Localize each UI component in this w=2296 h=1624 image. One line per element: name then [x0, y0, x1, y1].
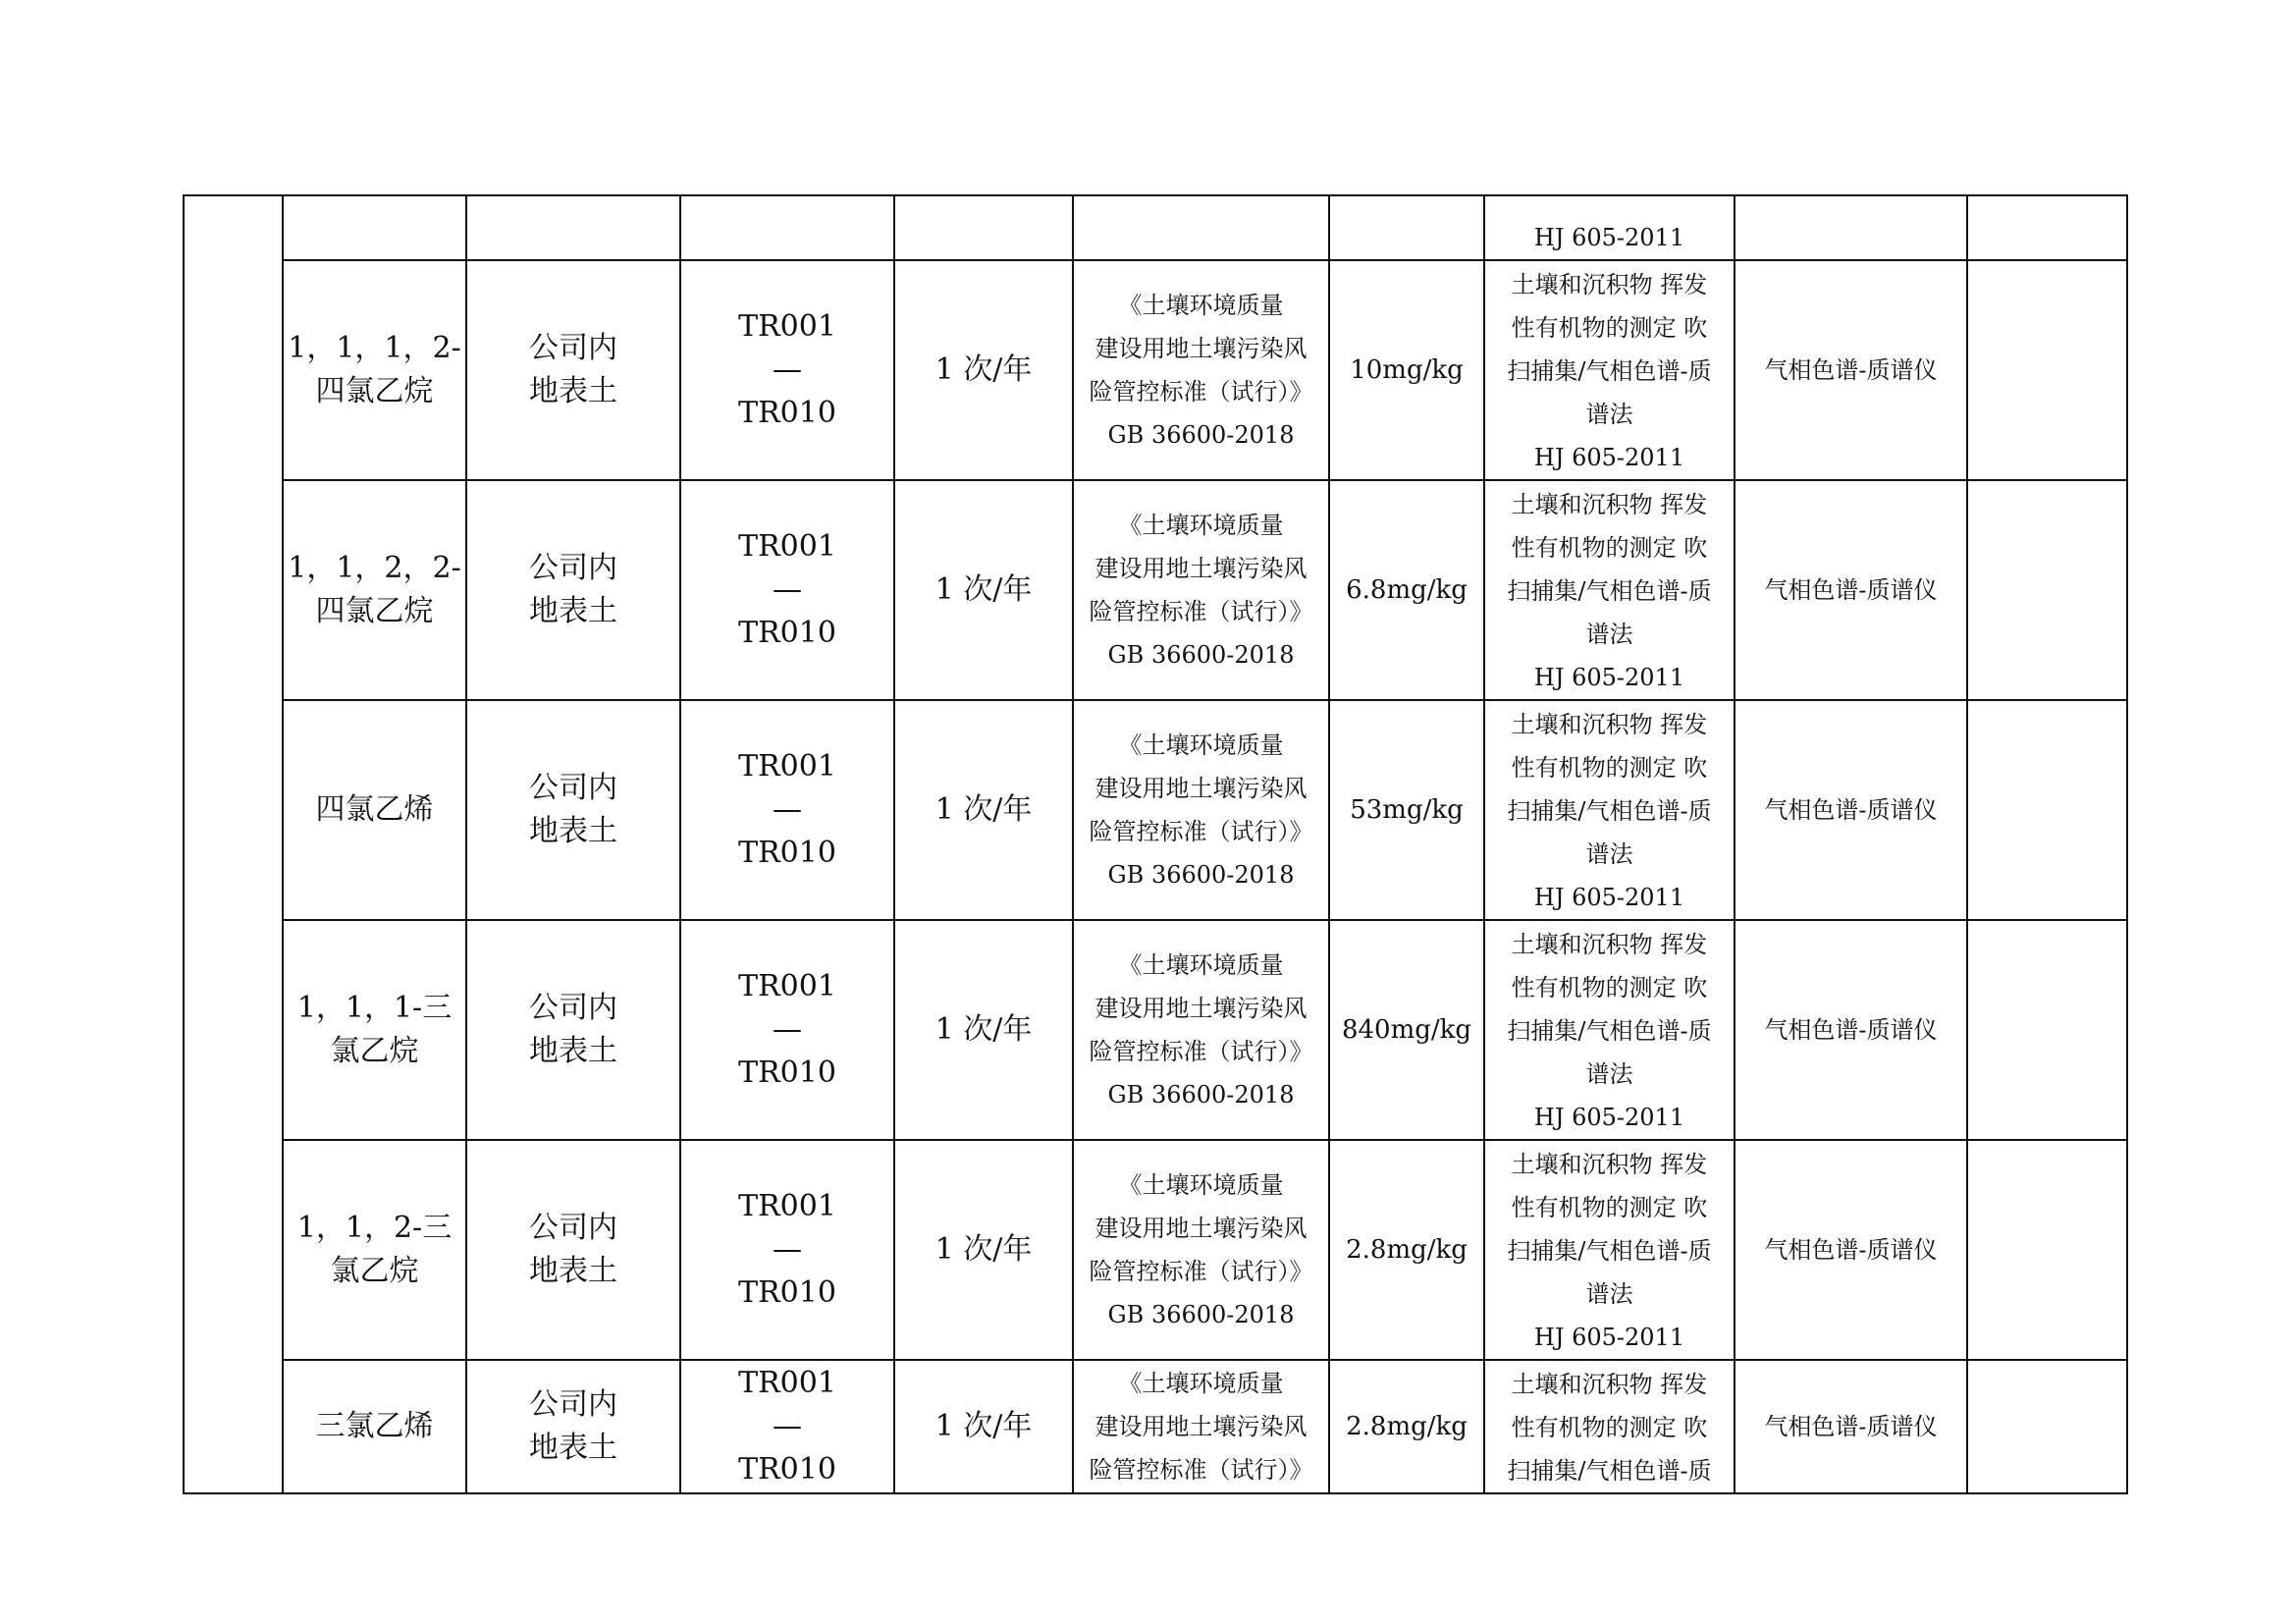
location-text: 地表土 [529, 1254, 617, 1288]
standard-cell [1073, 700, 1329, 920]
location-cell [466, 195, 680, 260]
table-row [184, 260, 2127, 480]
method-line: 扫捕集/气相色谱-质 [1507, 797, 1712, 825]
method-line: 扫捕集/气相色谱-质 [1507, 1017, 1712, 1045]
item-cell [283, 260, 466, 480]
frequency-text: 1 次/年 [934, 1232, 1033, 1267]
method-lines [1485, 481, 1734, 699]
standard-line: GB 36600-2018 [1107, 1081, 1295, 1109]
location-cell [466, 480, 680, 700]
location-text: 地表土 [529, 1431, 617, 1465]
limit-value: 10mg/kg [1350, 355, 1464, 385]
instrument-name: 气相色谱-质谱仪 [1764, 796, 1938, 824]
method-line: 性有机物的测定 吹 [1511, 974, 1708, 1001]
location-text: 地表土 [529, 374, 617, 408]
point-id: TR010 [738, 836, 836, 870]
table-row [184, 1140, 2127, 1360]
location-cell [466, 1360, 680, 1493]
standard-line: 《土壤环境质量 [1118, 292, 1284, 319]
instrument-cell [1735, 1140, 1967, 1360]
method-line: 扫捕集/气相色谱-质 [1507, 1457, 1712, 1485]
method-line: 土壤和沉积物 挥发 [1511, 1371, 1708, 1398]
method-line: 谱法 [1585, 1060, 1633, 1088]
table-row-continuation [184, 195, 2127, 260]
point-id: — [773, 1409, 802, 1443]
frequency-text: 1 次/年 [934, 352, 1033, 387]
limit-cell [1329, 1360, 1484, 1493]
location-text: 地表土 [529, 814, 617, 848]
location-text: 地表土 [529, 1034, 617, 1068]
frequency-cell [894, 700, 1073, 920]
method-line: HJ 605-2011 [1533, 224, 1685, 251]
method-line: 性有机物的测定 吹 [1511, 1194, 1708, 1221]
standard-cell [1073, 195, 1329, 260]
method-line: 谱法 [1585, 1280, 1633, 1308]
instrument-name: 气相色谱-质谱仪 [1764, 1016, 1938, 1044]
point-id: — [773, 1232, 802, 1267]
standard-cell [1073, 920, 1329, 1140]
item-name: 1，1，1，2- [288, 331, 461, 365]
method-line: 性有机物的测定 吹 [1511, 314, 1708, 342]
limit-value: 2.8mg/kg [1346, 1235, 1468, 1265]
table-row [184, 480, 2127, 700]
method-lines [1485, 921, 1734, 1139]
point-id: — [773, 1012, 802, 1047]
standard-line: 险管控标准（试行）》 [1089, 598, 1313, 625]
location-cell [466, 260, 680, 480]
method-lines [1485, 261, 1734, 479]
item-name: 四氯乙烯 [315, 792, 434, 827]
item-name: 1，1，2-三 [296, 1211, 453, 1245]
standard-cell [1073, 480, 1329, 700]
remark-cell [1967, 1140, 2127, 1360]
instrument-cell [1735, 1360, 1967, 1493]
instrument-name: 气相色谱-质谱仪 [1764, 356, 1938, 384]
method-line: 谱法 [1585, 621, 1633, 648]
limit-value: 6.8mg/kg [1346, 575, 1468, 605]
standard-cell [1073, 260, 1329, 480]
point-id: TR010 [738, 396, 836, 430]
limit-cell [1329, 260, 1484, 480]
frequency-cell [894, 260, 1073, 480]
standard-line: 建设用地土壤污染风 [1095, 335, 1308, 362]
item-cell [283, 920, 466, 1140]
frequency-text: 1 次/年 [934, 792, 1033, 827]
instrument-name: 气相色谱-质谱仪 [1764, 1236, 1938, 1264]
standard-line: 《土壤环境质量 [1118, 951, 1284, 979]
item-cell [283, 1140, 466, 1360]
monitoring-table [183, 194, 2128, 1494]
method-cell [1484, 480, 1735, 700]
method-line: HJ 605-2011 [1533, 884, 1685, 911]
method-cell [1484, 260, 1735, 480]
point-id: TR001 [738, 1189, 836, 1223]
limit-cell [1329, 700, 1484, 920]
standard-line: 建设用地土壤污染风 [1095, 775, 1308, 802]
remark-cell [1967, 195, 2127, 260]
remark-cell [1967, 260, 2127, 480]
standard-line: GB 36600-2018 [1107, 641, 1295, 669]
location-text: 公司内 [529, 551, 617, 585]
method-line: 土壤和沉积物 挥发 [1511, 271, 1708, 298]
point-id: — [773, 572, 802, 607]
item-cell [283, 700, 466, 920]
point-id: TR001 [738, 969, 836, 1003]
instrument-cell [1735, 920, 1967, 1140]
point-id: TR010 [738, 1056, 836, 1090]
remark-cell [1967, 920, 2127, 1140]
standard-line: 险管控标准（试行）》 [1089, 378, 1313, 406]
item-name: 氯乙烷 [330, 1034, 419, 1068]
instrument-name: 气相色谱-质谱仪 [1764, 1413, 1938, 1440]
standard-line: GB 36600-2018 [1107, 421, 1295, 449]
instrument-cell [1735, 260, 1967, 480]
frequency-text: 1 次/年 [934, 1012, 1033, 1047]
limit-value: 2.8mg/kg [1346, 1412, 1468, 1441]
method-line: 土壤和沉积物 挥发 [1511, 931, 1708, 958]
standard-line: GB 36600-2018 [1107, 1301, 1295, 1328]
remark-cell [1967, 700, 2127, 920]
table-row [184, 700, 2127, 920]
points-cell [680, 260, 894, 480]
location-text: 地表土 [529, 594, 617, 628]
standard-line: 险管控标准（试行）》 [1089, 818, 1313, 845]
method-line: HJ 605-2011 [1533, 444, 1685, 471]
frequency-text: 1 次/年 [934, 1409, 1033, 1443]
standard-line: 建设用地土壤污染风 [1095, 995, 1308, 1022]
category-cell [184, 195, 283, 1493]
remark-cell [1967, 1360, 2127, 1493]
location-text: 公司内 [529, 1387, 617, 1422]
standard-line: 建设用地土壤污染风 [1095, 1413, 1308, 1440]
standard-line: 险管控标准（试行）》 [1089, 1258, 1313, 1285]
item-name: 1，1，1-三 [296, 991, 453, 1025]
standard-line: 建设用地土壤污染风 [1095, 1215, 1308, 1242]
point-id: TR001 [738, 749, 836, 784]
method-cell [1484, 195, 1735, 260]
point-id: TR001 [738, 529, 836, 564]
method-line: HJ 605-2011 [1533, 1324, 1685, 1351]
frequency-cell [894, 195, 1073, 260]
frequency-cell [894, 920, 1073, 1140]
table-row [184, 1360, 2127, 1493]
method-line: 扫捕集/气相色谱-质 [1507, 577, 1712, 605]
frequency-cell [894, 1140, 1073, 1360]
points-cell [680, 700, 894, 920]
item-name: 四氯乙烷 [315, 374, 434, 408]
method-line: 土壤和沉积物 挥发 [1511, 491, 1708, 518]
points-cell [680, 1360, 894, 1493]
standard-line: 建设用地土壤污染风 [1095, 555, 1308, 582]
location-text: 公司内 [529, 1211, 617, 1245]
point-id: TR001 [738, 1366, 836, 1400]
item-name: 1，1，2，2- [288, 551, 461, 585]
item-name: 三氯乙烯 [315, 1409, 434, 1443]
standard-line: 险管控标准（试行）》 [1089, 1456, 1313, 1484]
points-cell [680, 480, 894, 700]
limit-cell [1329, 920, 1484, 1140]
instrument-cell [1735, 700, 1967, 920]
item-cell [283, 1360, 466, 1493]
method-line: 扫捕集/气相色谱-质 [1507, 1237, 1712, 1265]
point-id: TR010 [738, 1452, 836, 1487]
point-id: — [773, 352, 802, 387]
method-cell [1484, 1360, 1735, 1493]
points-cell [680, 920, 894, 1140]
method-lines [1485, 701, 1734, 919]
method-line: 谱法 [1585, 840, 1633, 868]
item-cell [283, 480, 466, 700]
standard-line: GB 36600-2018 [1107, 861, 1295, 889]
item-name: 氯乙烷 [330, 1254, 419, 1288]
location-cell [466, 1140, 680, 1360]
method-line: 土壤和沉积物 挥发 [1511, 711, 1708, 738]
location-text: 公司内 [529, 771, 617, 805]
frequency-cell [894, 1360, 1073, 1493]
frequency-cell [894, 480, 1073, 700]
method-line: 性有机物的测定 吹 [1511, 754, 1708, 782]
standard-line: 《土壤环境质量 [1118, 731, 1284, 759]
method-line: 性有机物的测定 吹 [1511, 534, 1708, 562]
method-line: HJ 605-2011 [1533, 1104, 1685, 1131]
method-line: 扫捕集/气相色谱-质 [1507, 357, 1712, 385]
standard-line: 险管控标准（试行）》 [1089, 1038, 1313, 1065]
standard-line: 《土壤环境质量 [1118, 512, 1284, 539]
instrument-cell [1735, 480, 1967, 700]
standard-line: 《土壤环境质量 [1118, 1171, 1284, 1199]
item-cell [283, 195, 466, 260]
frequency-text: 1 次/年 [934, 572, 1033, 607]
limit-cell [1329, 195, 1484, 260]
method-line: 谱法 [1585, 401, 1633, 428]
standard-line: 《土壤环境质量 [1118, 1370, 1284, 1397]
location-cell [466, 700, 680, 920]
point-id: TR010 [738, 1275, 836, 1310]
location-text: 公司内 [529, 991, 617, 1025]
method-lines [1485, 1361, 1734, 1492]
point-id: — [773, 792, 802, 827]
instrument-cell [1735, 195, 1967, 260]
points-cell [680, 1140, 894, 1360]
limit-value: 53mg/kg [1350, 795, 1464, 825]
method-cell [1484, 1140, 1735, 1360]
remark-cell [1967, 480, 2127, 700]
limit-value: 840mg/kg [1341, 1015, 1472, 1045]
instrument-name: 气相色谱-质谱仪 [1764, 576, 1938, 604]
method-line: 性有机物的测定 吹 [1511, 1414, 1708, 1441]
points-cell [680, 195, 894, 260]
standard-cell [1073, 1360, 1329, 1493]
method-line: 土壤和沉积物 挥发 [1511, 1151, 1708, 1178]
method-cell [1484, 920, 1735, 1140]
point-id: TR010 [738, 616, 836, 650]
method-line: HJ 605-2011 [1533, 664, 1685, 691]
table-row [184, 920, 2127, 1140]
location-cell [466, 920, 680, 1140]
limit-cell [1329, 1140, 1484, 1360]
limit-cell [1329, 480, 1484, 700]
item-name: 四氯乙烷 [315, 594, 434, 628]
location-text: 公司内 [529, 331, 617, 365]
point-id: TR001 [738, 309, 836, 344]
standard-cell [1073, 1140, 1329, 1360]
method-lines [1485, 1141, 1734, 1359]
method-cell [1484, 700, 1735, 920]
